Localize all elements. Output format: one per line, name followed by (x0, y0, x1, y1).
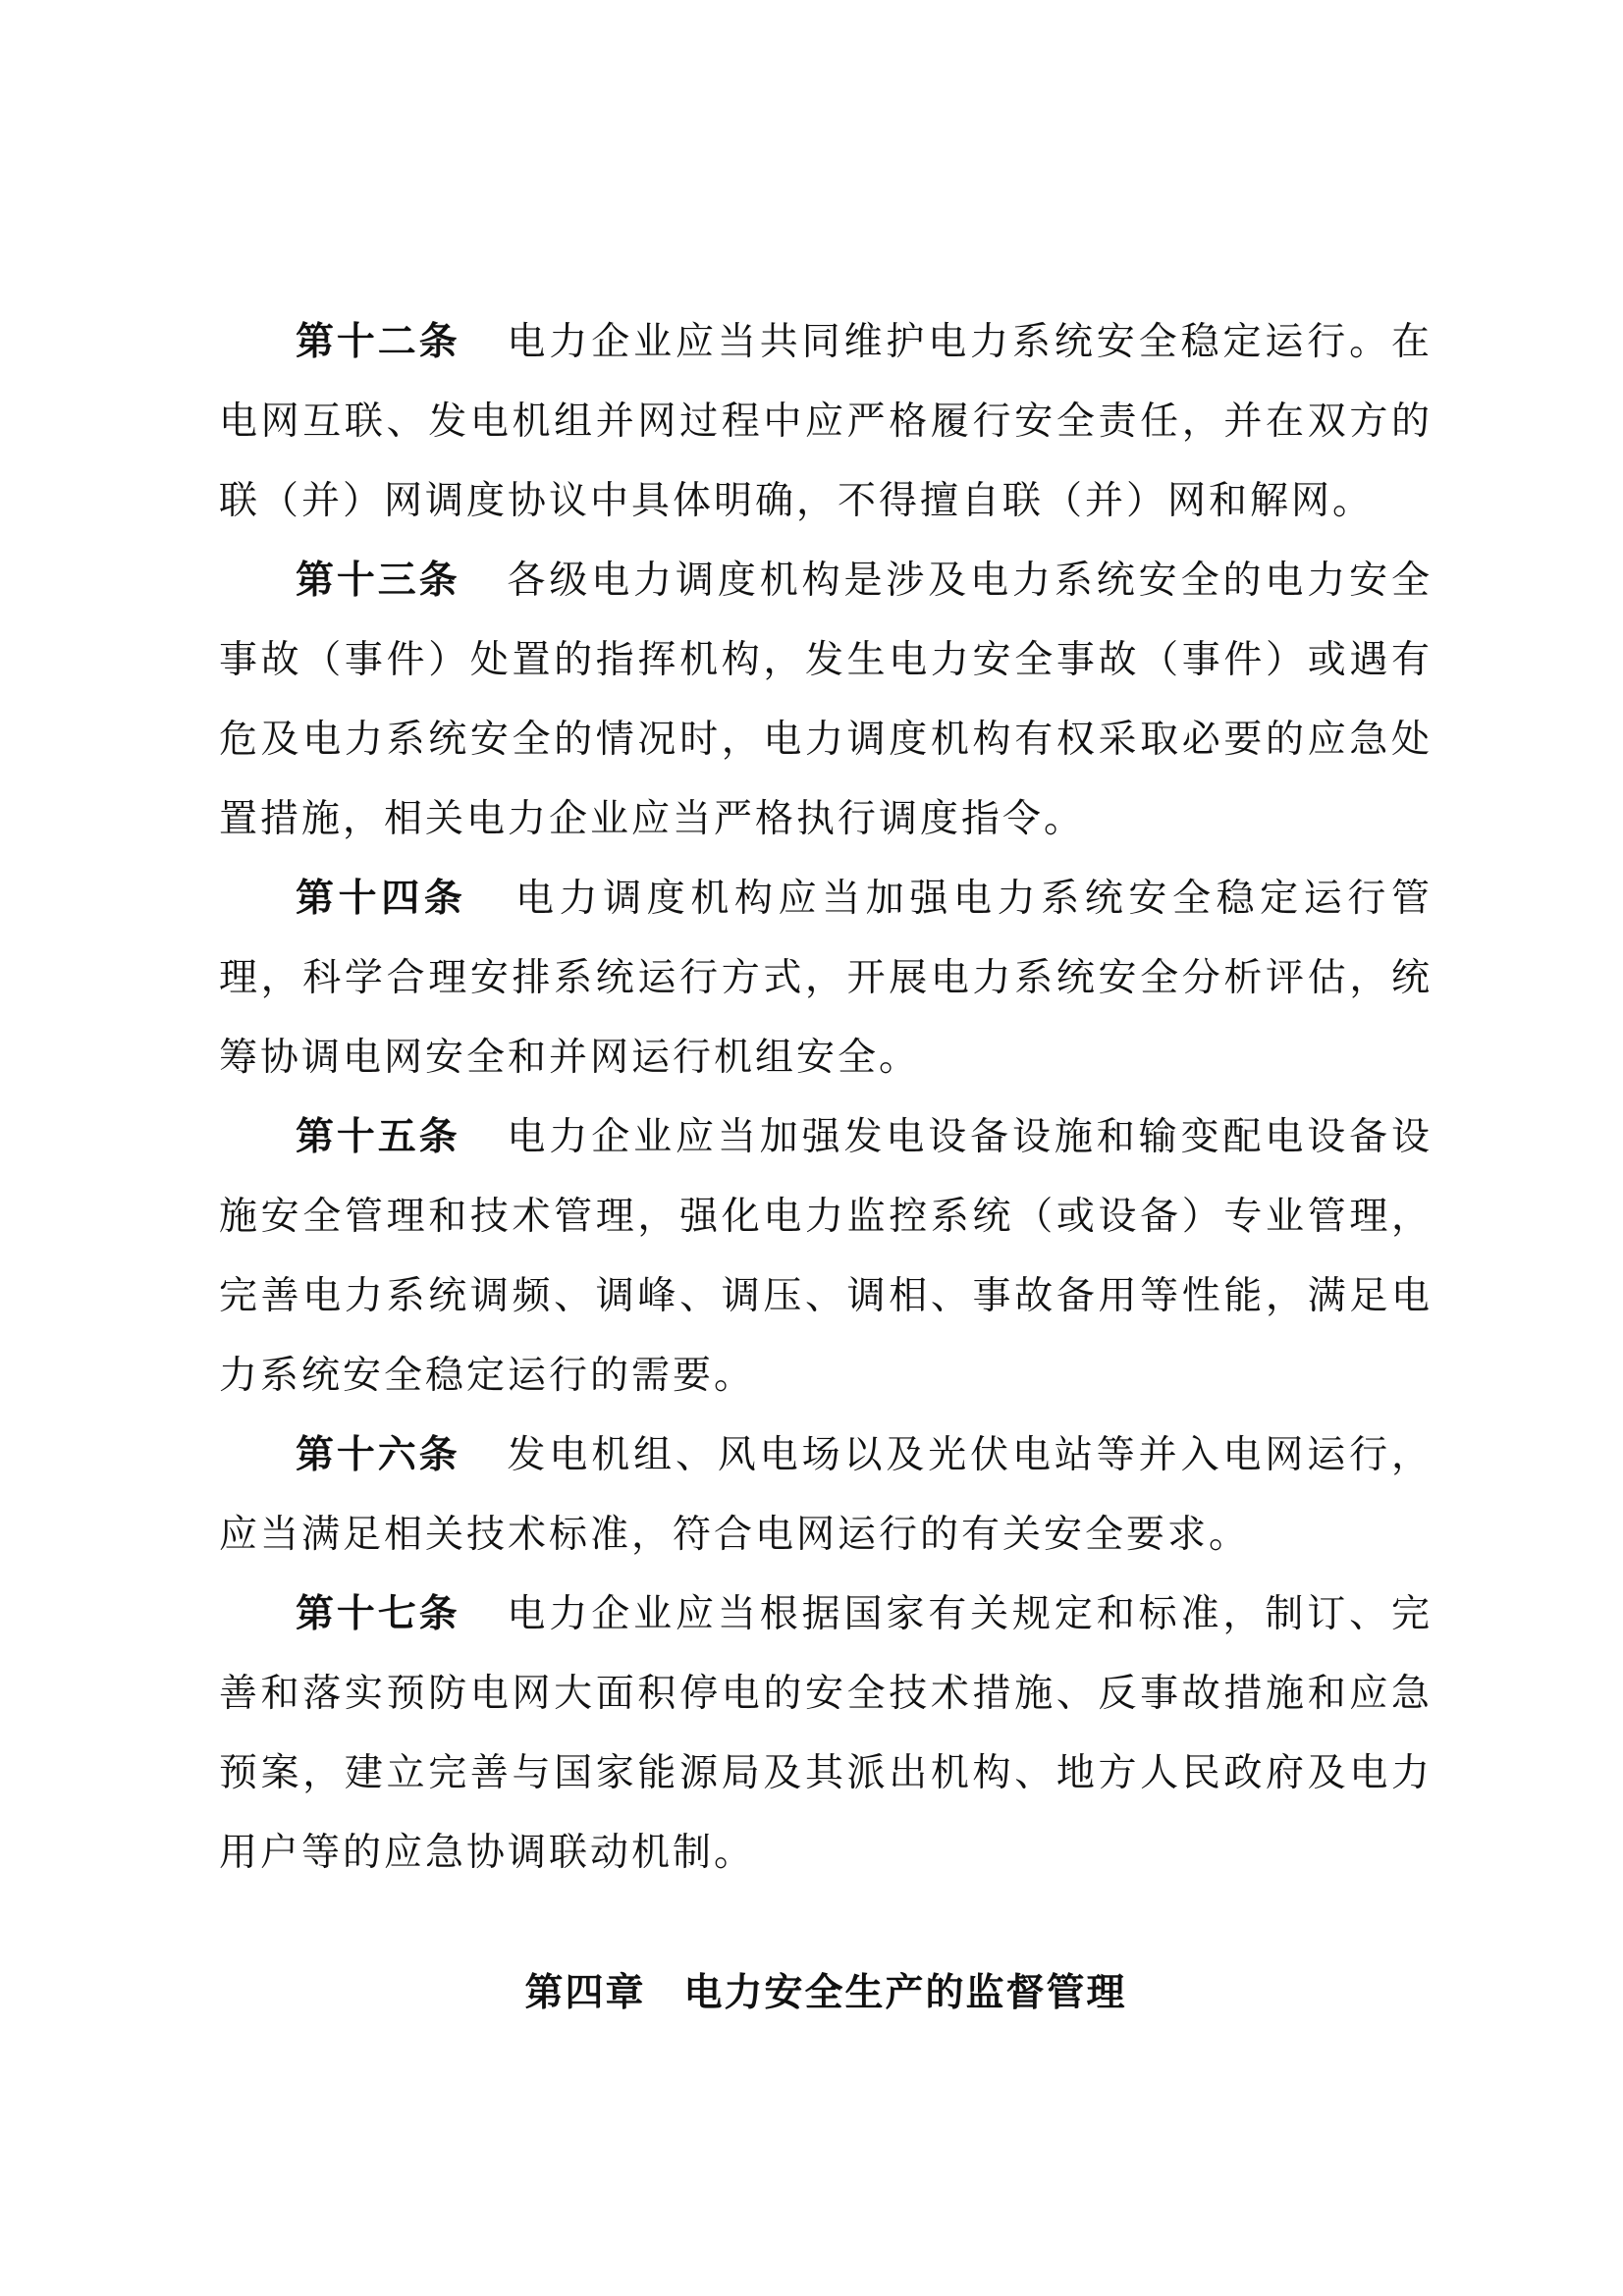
article-text: 电力调度机构应当加强电力系统安全稳定运行管理，科学合理安排系统运行方式，开展电力系统安全分析评估，统筹协调电网安全和并网运行机组安全。 (219, 877, 1433, 1080)
article-15 (219, 1097, 1433, 1415)
article-text: 各级电力调度机构是涉及电力系统安全的电力安全事故（事件）处置的指挥机构，发生电力安全事故（事件）或遇有危及电力系统安全的情况时，电力调度机构有权采取必要的应急处置措施，相关电力企业应当严格执行调度指令。 (219, 559, 1433, 841)
article-number: 第十四条 (296, 877, 467, 921)
chapter-heading (219, 1953, 1433, 2033)
article-text: 电力企业应当根据国家有关规定和标准，制订、完善和落实预防电网大面积停电的安全技术措施、反事故措施和应急预案，建立完善与国家能源局及其派出机构、地方人民政府及电力用户等的应急协调联动机制。 (219, 1592, 1433, 1875)
article-17 (219, 1575, 1433, 1893)
article-16 (219, 1415, 1433, 1575)
article-14 (219, 859, 1433, 1097)
article-text: 电力企业应当加强发电设备设施和输变配电设备设施安全管理和技术管理，强化电力监控系统（或设备）专业管理，完善电力系统调频、调峰、调压、调相、事故备用等性能，满足电力系统安全稳定运行的需要。 (219, 1115, 1433, 1398)
article-13 (219, 541, 1433, 859)
article-text: 电力企业应当共同维护电力系统安全稳定运行。在电网互联、发电机组并网过程中应严格履行安全责任，并在双方的联（并）网调度协议中具体明确，不得擅自联（并）网和解网。 (219, 320, 1433, 523)
article-number: 第十二条 (296, 320, 460, 364)
article-12 (219, 302, 1433, 541)
article-text: 发电机组、风电场以及光伏电站等并入电网运行，应当满足相关技术标准，符合电网运行的有关安全要求。 (219, 1433, 1433, 1557)
chapter-number: 第四章 (524, 1971, 646, 2015)
article-number: 第十五条 (296, 1115, 460, 1159)
article-number: 第十六条 (296, 1433, 460, 1477)
article-number: 第十三条 (296, 559, 460, 603)
chapter-title: 电力安全生产的监督管理 (683, 1971, 1127, 2015)
document-page (219, 302, 1433, 2033)
article-number: 第十七条 (296, 1592, 460, 1636)
